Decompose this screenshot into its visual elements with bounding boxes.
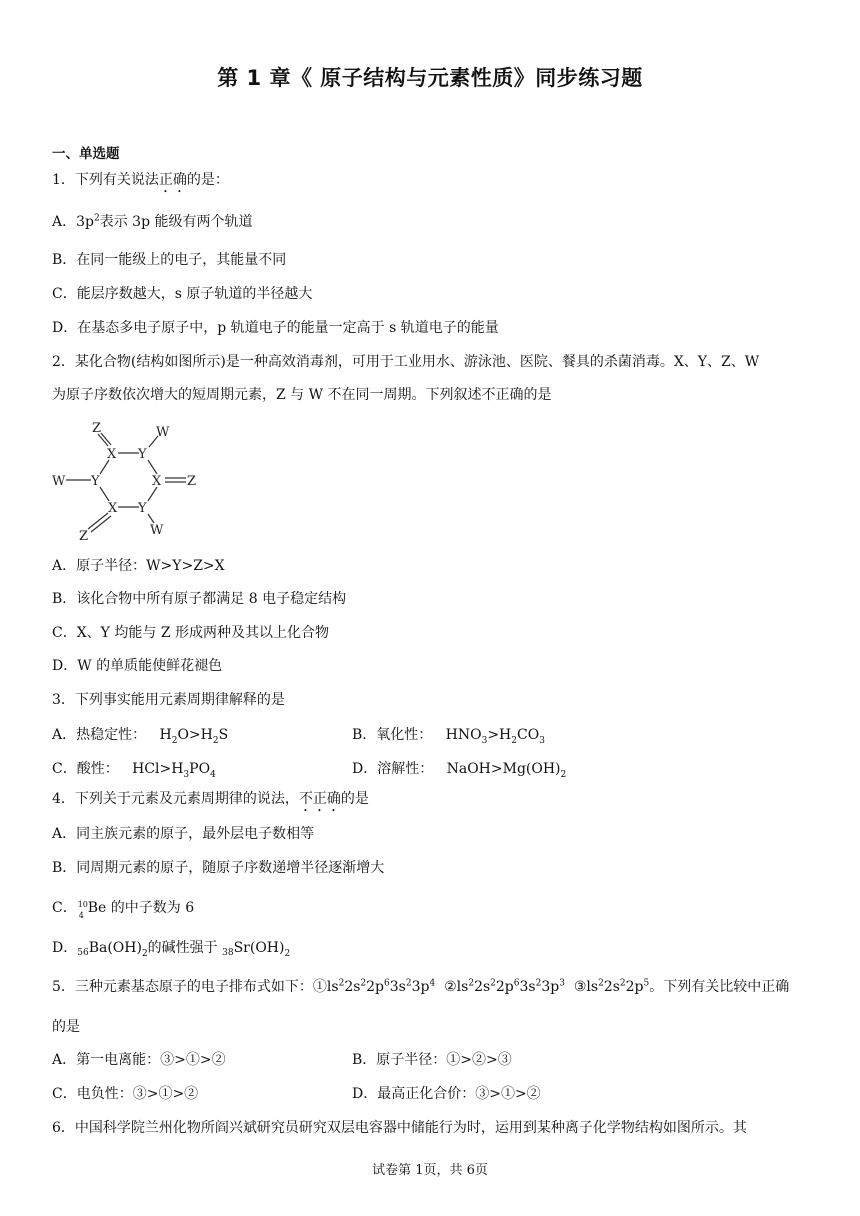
question-6-stem: 6．中国科学院兰州化物所阎兴斌研究员研究双层电容器中储能行为时，运用到某种离子化学物结构如图所示。其 (52, 1120, 747, 1136)
q2-option-b[interactable]: B．该化合物中所有原子都满足 8 电子稳定结构 (52, 591, 347, 607)
q2-option-c[interactable]: C．X、Y 均能与 Z 形成两种及其以上化合物 (52, 625, 329, 641)
question-3-stem: 3．下列事实能用元素周期律解释的是 (52, 692, 285, 708)
page-footer: 试卷第 1页，共 6页 (372, 1163, 488, 1178)
isotope-notation: 10 4 (77, 900, 88, 920)
atom-w: W (156, 425, 170, 440)
atom-x: X (107, 447, 117, 462)
q4-option-a[interactable]: A．同主族元素的原子，最外层电子数相等 (52, 826, 315, 842)
q2-option-a[interactable]: A．原子半径：W>Y>Z>X (52, 558, 225, 574)
page-title: 第 1 章《 原子结构与元素性质》同步练习题 (217, 66, 643, 90)
q2-option-d[interactable]: D．W 的单质能使鲜花褪色 (52, 658, 223, 674)
atom-x: X (108, 501, 118, 516)
question-5-stem-line2: 的是 (52, 1019, 80, 1035)
q5-option-b[interactable]: B．原子半径：①>②>③ (352, 1052, 512, 1068)
atom-w: W (150, 523, 164, 538)
question-1-stem: 1．下列有关说法正确的是： (52, 172, 229, 188)
q4-option-d[interactable]: D．$_{56}Ba(OH)_2$的碱性强于 $_{38}Sr(OH)_2$ (52, 940, 291, 959)
q3-option-a[interactable]: A．热稳定性： $H_2O>H_2S$ (52, 727, 229, 746)
q3-option-c[interactable]: C．酸性： $HCl>H_3PO_4$ (52, 761, 216, 780)
q3-option-b[interactable]: B．氧化性： $HNO_3>H_2CO_3$ (352, 727, 545, 746)
q1-option-b[interactable]: B．在同一能级上的电子，其能量不同 (52, 252, 287, 268)
question-2-stem-line2: 为原子序数依次增大的短周期元素，Z 与 W 不在同一周期。下列叙述不正确的是 (52, 387, 552, 403)
q5-option-c[interactable]: C．电负性：③>①>② (52, 1086, 199, 1102)
atom-z: Z (187, 474, 197, 489)
q4-option-b[interactable]: B．同周期元素的原子，随原子序数递增半径逐渐增大 (52, 860, 385, 876)
q3-option-d[interactable]: D．溶解性： $NaOH>Mg(OH)_2$ (352, 761, 567, 780)
question-4-stem: 4．下列关于元素及元素周期律的说法，不正确的是 (52, 791, 369, 807)
atom-y: Y (138, 447, 147, 462)
section-heading: 一、单选题 (52, 146, 120, 162)
q5-option-d[interactable]: D．最高正化合价：③>①>② (352, 1086, 541, 1102)
atom-y: Y (138, 501, 147, 516)
q5-option-a[interactable]: A．第一电离能：③>①>② (52, 1052, 226, 1068)
structure-diagram (52, 418, 212, 544)
atom-w: W (52, 474, 66, 489)
atom-x: X (152, 474, 162, 489)
q1-option-d[interactable]: D．在基态多电子原子中，p 轨道电子的能量一定高于 s 轨道电子的能量 (52, 320, 499, 336)
q1-option-a[interactable]: A．$3p^2$表示 3p 能级有两个轨道 (52, 213, 253, 230)
atom-y: Y (91, 474, 100, 489)
atom-z: Z (79, 529, 89, 544)
q4-option-c[interactable]: C． 10 4 Be 的中子数为 6 (52, 900, 195, 920)
q1-option-c[interactable]: C．能层序数越大，s 原子轨道的半径越大 (52, 286, 313, 302)
question-2-stem-line1: 2．某化合物(结构如图所示)是一种高效消毒剂，可用于工业用水、游泳池、医院、餐具的杀菌消毒。X、Y、Z、W (52, 354, 760, 370)
atom-z: Z (92, 421, 102, 436)
question-5-stem: 5．三种元素基态原子的电子排布式如下：$①ls^22s^22p^63s^23p^4$ $②ls^22s^22p^63s^23p^3$ $③ls^22s^22p^5$。下列有关比较中正确 (52, 978, 790, 995)
